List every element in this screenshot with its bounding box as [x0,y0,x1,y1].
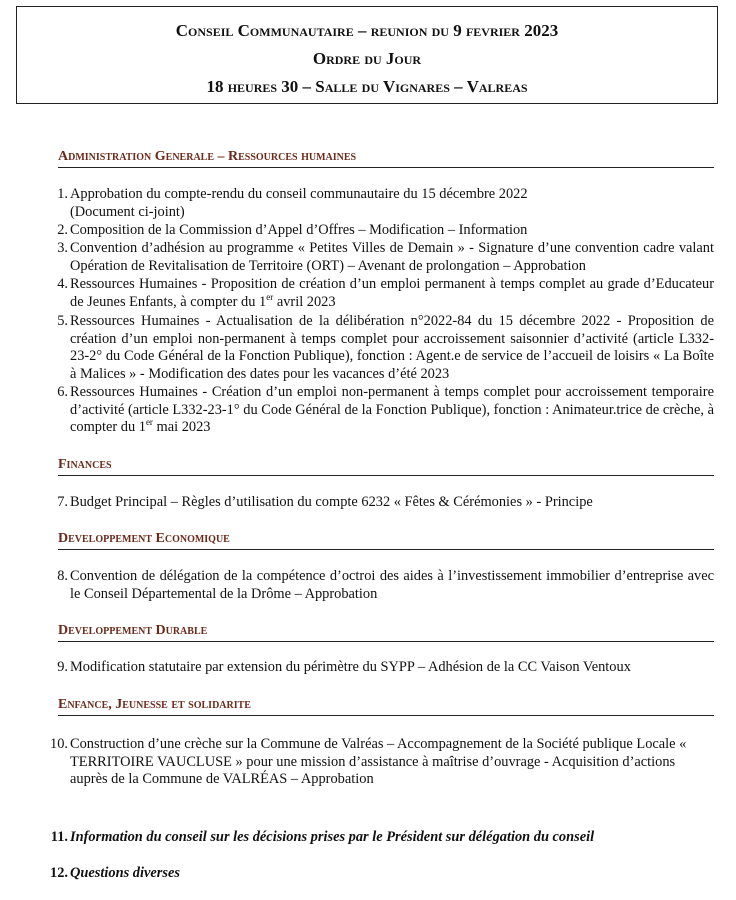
agenda-item [38,865,714,883]
agenda-item [38,659,714,677]
item-text: Budget Principal – Règles d’utilisation du compte 6232 « Fêtes & Cérémonies » - Principe [70,494,593,510]
item-number: 3. [57,240,68,256]
item-number: 8. [57,568,68,584]
agenda-item [38,384,714,437]
item-text-end: avril 2023 [273,293,336,310]
section-heading-enfance: Enfance, Jeunesse et solidarite [58,696,714,716]
item-number: 6. [57,384,68,400]
item-text: Construction d’une crèche sur la Commune de Valréas – Accompagnement de la Société publique Locale « TERRITOIRE VAUCLUSE » pour une mission d’assistance à maîtrise d’ouvrage - Acquisition d’actions auprès de la Commune de VALRÉAS – Approbation [70,736,687,788]
agenda-header-box [16,6,718,104]
item-number: 9. [57,659,68,675]
item-text: Ressources Humaines - Proposition de création d’un emploi permanent à temps complet au grade d’Educateur de Jeunes Enfants, à compter du 1 [70,276,714,310]
item-number: 12. [50,865,68,881]
section-heading-administration: Administration Generale – Ressources humaines [58,148,714,168]
item-number: 4. [57,276,68,292]
section-heading-finances: Finances [58,456,714,476]
item-number: 2. [57,222,68,238]
section-heading-economique: Developpement Economique [58,530,714,550]
agenda-item [38,313,714,383]
meeting-title: Conseil Communautaire – reunion du 9 fevrier 2023 [175,21,559,40]
item-number: 10. [50,736,68,752]
item-text: Questions diverses [70,865,180,881]
item-number: 11. [50,829,68,845]
item-subtext: (Document ci-joint) [70,203,185,220]
item-superscript: er [266,291,274,302]
meeting-time-location: 18 heures 30 – Salle du Vignares – Valreas [206,77,528,96]
section-heading-durable: Developpement Durable [58,622,714,642]
agenda-item [38,829,714,847]
agenda-item [38,276,714,311]
item-number: 1. [57,186,68,202]
agenda-item [38,494,714,512]
agenda-item [38,222,714,240]
item-text-end: mai 2023 [152,419,211,436]
agenda-item [38,736,714,789]
item-number: 5. [57,313,68,329]
item-text: Ressources Humaines - Création d’un emploi non-permanent à temps complet pour accroissement temporaire d’activité (article L332-23-1° du Code Général de la Fonction Publique), fonction : Animateur.trice de crèche, à compter du 1 [70,384,714,436]
item-text: Information du conseil sur les décisions prises par le Président sur délégation du conseil [70,829,595,845]
agenda-item [38,568,714,603]
item-text: Convention d’adhésion au programme « Petites Villes de Demain » - Signature d’une convention cadre valant Opération de Revitalisation de Territoire (ORT) – Avenant de prolongation – Approbation [70,240,714,274]
agenda-title: Ordre du Jour [312,49,422,68]
agenda-item [38,240,714,275]
item-text: Approbation du compte-rendu du conseil communautaire du 15 décembre 2022 [70,186,528,202]
item-text: Ressources Humaines - Actualisation de la délibération n°2022-84 du 15 décembre 2022 - Proposition de création d’un emploi non-permanent à temps complet pour accroissement saisonnier d’activité (article L332-23-2° du Code Général de la Fonction Publique), fonction : Agent.e de service de l’accueil de loisirs « La Boîte à Malices » - Modification des dates pour les vacances d’été 2023 [70,313,714,382]
item-text: Modification statutaire par extension du périmètre du SYPP – Adhésion de la CC Vaison Ventoux [70,659,631,675]
item-number: 7. [57,494,68,510]
item-text: Convention de délégation de la compétence d’octroi des aides à l’investissement immobilier d’entreprise avec le Conseil Départemental de la Drôme – Approbation [70,568,714,602]
item-text: Composition de la Commission d’Appel d’Offres – Modification – Information [70,222,528,238]
agenda-item [38,186,714,221]
item-superscript: er [145,417,153,428]
